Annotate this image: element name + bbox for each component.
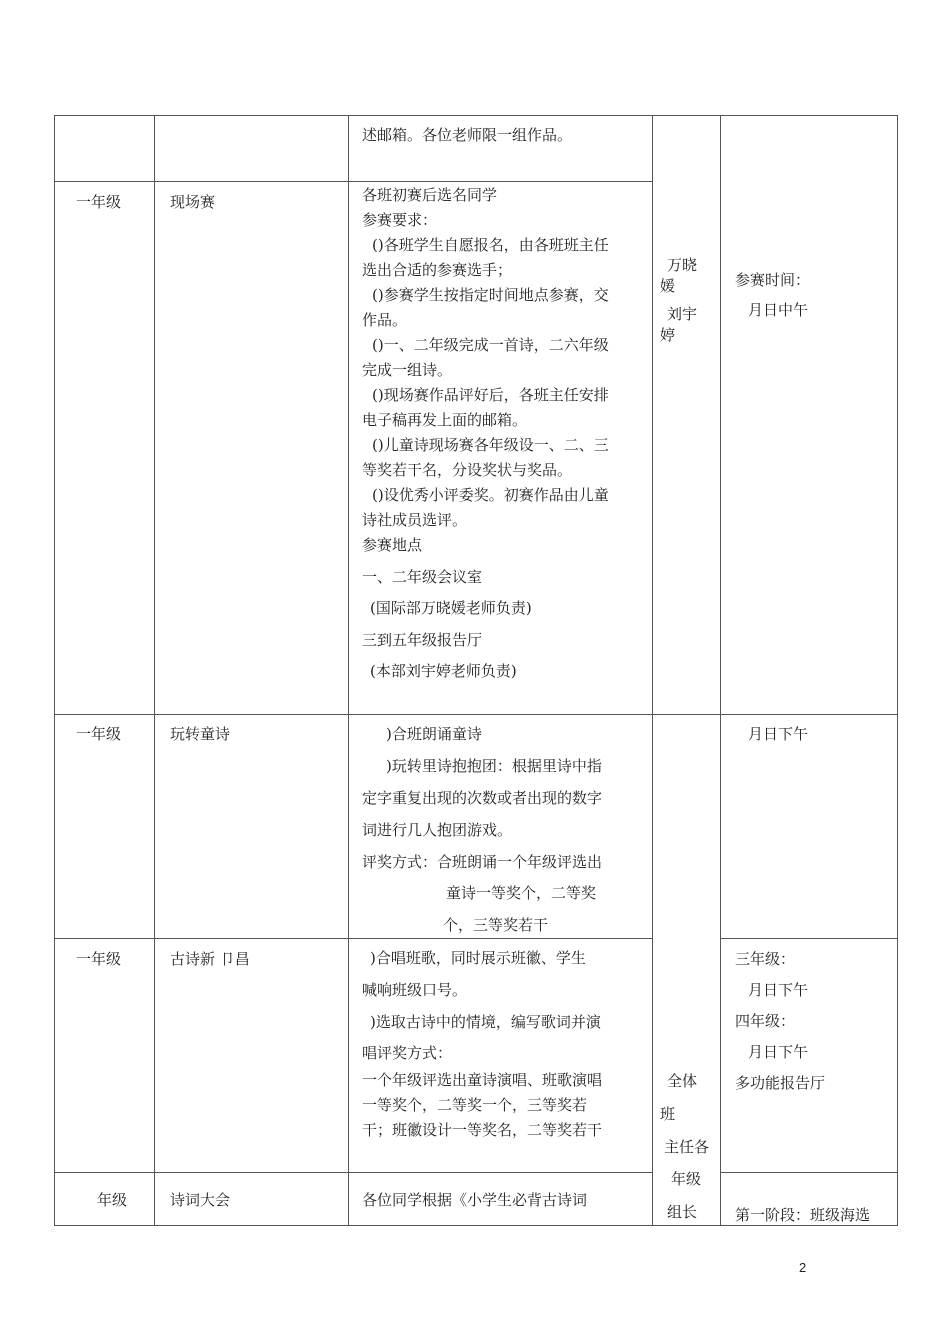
row5-time-value: 第一阶段：班级海选 [735, 1206, 871, 1224]
row-divider [54, 1172, 652, 1173]
column-divider [720, 115, 721, 1226]
row2-event: 现场赛 [170, 193, 216, 211]
row2-content-line: ()一、二年级完成一首诗，二六年级 [372, 336, 609, 354]
row2-content-line: (国际部万晓媛老师负责) [370, 599, 532, 617]
owner-name-part: 婷 [660, 326, 676, 344]
row4-time-line: 月日下午 [748, 1043, 809, 1061]
row4-content-line: 一个年级评选出童诗演唱、班歌演唱 [362, 1071, 603, 1089]
row2-content-line: 电子稿再发上面的邮箱。 [362, 411, 528, 429]
table-border-top [54, 115, 898, 116]
table-border-right [897, 115, 898, 1226]
row4-content-line: 唱评奖方式： [362, 1044, 453, 1062]
row4-time-line: 月日下午 [748, 981, 809, 999]
row2-content-line: 诗社成员选评。 [362, 511, 468, 529]
row2-content-line: 选出合适的参赛选手； [362, 261, 513, 279]
row2-content-line: 各班初赛后选名同学 [362, 186, 498, 204]
owner-name-part: 全体 [667, 1072, 698, 1090]
page-number: 2 [799, 1260, 807, 1275]
row4-content-line: )合唱班歌，同时展示班徽、学生 [370, 949, 586, 967]
row4-content-line: 喊响班级口号。 [362, 981, 468, 999]
owner-name-part: 主任各 [664, 1138, 710, 1156]
column-divider [154, 115, 155, 1226]
row5-content: 各位同学根据《小学生必背古诗词 [362, 1191, 588, 1209]
row-divider [54, 714, 898, 715]
row-divider [54, 181, 652, 182]
row4-content-line: 干；班徽设计一等奖名，二等奖若干 [362, 1121, 603, 1139]
row2-content-line: ()儿童诗现场赛各年级设一、二、三 [372, 436, 609, 454]
row2-content-line: ()现场赛作品评好后，各班主任安排 [372, 386, 609, 404]
row3-time-value: 月日下午 [748, 725, 809, 743]
row3-grade: 一年级 [76, 725, 122, 743]
row2-grade: 一年级 [76, 193, 122, 211]
row3-content-line: )合班朗诵童诗 [386, 725, 482, 743]
row4-content-line: 一等奖个，二等奖一个，三等奖若 [362, 1096, 588, 1114]
row4-time-line: 三年级： [735, 950, 796, 968]
row4-content-line: )选取古诗中的情境，编写歌词并演 [370, 1013, 601, 1031]
row2-content-line: ()各班学生自愿报名，由各班班主任 [372, 236, 609, 254]
table-border-bottom [54, 1225, 898, 1226]
row3-content-line: 词进行几人抱团游戏。 [362, 821, 513, 839]
row-divider [54, 938, 652, 939]
row3-content-line: 定字重复出现的次数或者出现的数字 [362, 789, 603, 807]
row2-content-line: ()设优秀小评委奖。初赛作品由儿童 [372, 486, 609, 504]
row-divider [720, 1172, 898, 1173]
row4-time-line: 多功能报告厅 [735, 1074, 826, 1092]
row5-event: 诗词大会 [170, 1191, 231, 1209]
owner-name-part: 刘宇 [667, 305, 698, 323]
row1-content: 述邮箱。各位老师限一组作品。 [362, 126, 573, 144]
owner-name-part: 组长 [667, 1203, 698, 1221]
row2-content-line: 作品。 [362, 311, 408, 329]
row2-time-label: 参赛时间： [735, 271, 811, 289]
row-divider [720, 938, 898, 939]
row4-time-line: 四年级： [735, 1012, 796, 1030]
row2-content-line: 完成一组诗。 [362, 361, 453, 379]
row5-grade: 年级 [97, 1191, 128, 1209]
table-border-left [54, 115, 55, 1226]
row3-content-line: 童诗一等奖个，二等奖 [446, 884, 597, 902]
row3-content-line: 个，三等奖若干 [443, 916, 549, 934]
row2-content-line: 参赛要求： [362, 211, 438, 229]
row2-content-line: 参赛地点 [362, 536, 423, 554]
owner-name-part: 媛 [660, 277, 676, 295]
row2-content-line: 三到五年级报告厅 [362, 631, 483, 649]
row2-content-line: 一、二年级会议室 [362, 568, 483, 586]
row3-event: 玩转童诗 [170, 725, 231, 743]
row4-event: 古诗新 卩昌 [170, 950, 250, 968]
row2-content-line: (本部刘宇婷老师负责) [370, 662, 517, 680]
row2-content-line: ()参赛学生按指定时间地点参赛，交 [372, 286, 609, 304]
owner-name-part: 班 [660, 1105, 676, 1123]
row3-content-line: )玩转里诗抱抱团：根据里诗中指 [386, 757, 602, 775]
column-divider [652, 115, 653, 1226]
row4-grade: 一年级 [76, 950, 122, 968]
owner-name-part: 万晓 [667, 256, 698, 274]
column-divider [348, 115, 349, 1226]
owner-name-part: 年级 [671, 1170, 702, 1188]
row2-time-value: 月日中午 [748, 301, 809, 319]
row3-content-line: 评奖方式：合班朗诵一个年级评选出 [362, 853, 603, 871]
row2-content-line: 等奖若干名，分设奖状与奖品。 [362, 461, 573, 479]
